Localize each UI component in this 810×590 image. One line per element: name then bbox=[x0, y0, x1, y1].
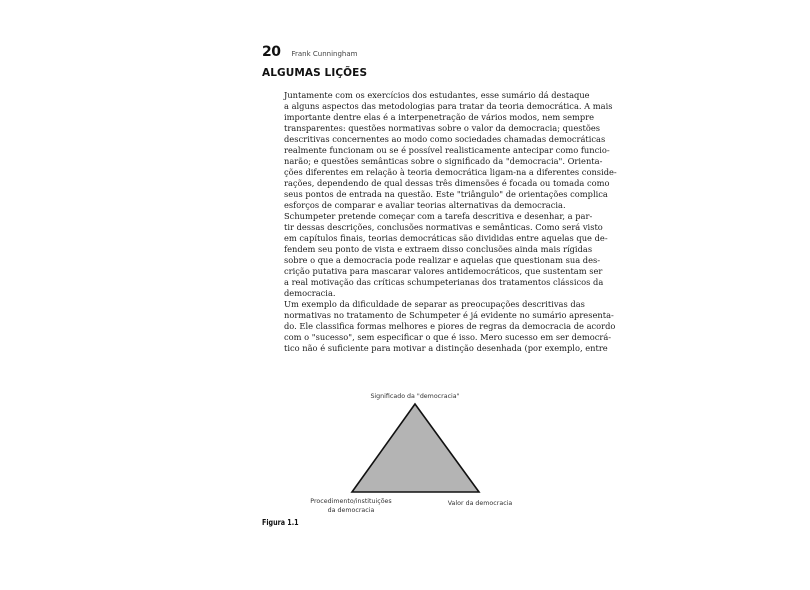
text-line: crição putativa para mascarar valores antidemocráticos, que sustentam ser bbox=[284, 266, 603, 276]
figure-caption: Figura 1.1 bbox=[262, 518, 299, 527]
text-line: importante dentre elas é a interpenetração de vários modos, nem sempre bbox=[284, 112, 595, 122]
running-header bbox=[262, 44, 357, 60]
text-line: tico não é suficiente para motivar a distinção desenhada (por exemplo, entre bbox=[284, 343, 608, 353]
text-line: Um exemplo da dificuldade de separar as preocupações descritivas das bbox=[284, 299, 585, 309]
page-number: 20 bbox=[262, 44, 281, 60]
text-line: Juntamente com os exercícios dos estudantes, esse sumário dá destaque bbox=[284, 90, 590, 100]
label-bottom-left-line2: da democracia bbox=[327, 507, 375, 514]
text-line: Schumpeter pretende começar com a tarefa descritiva e desenhar, a par- bbox=[284, 211, 593, 221]
text-line: normativas no tratamento de Schumpeter é já evidente no sumário apresenta- bbox=[284, 310, 614, 320]
paragraph-2 bbox=[262, 211, 608, 299]
text-line: rações, dependendo de qual dessas três dimensões é focada ou tomada como bbox=[284, 178, 610, 188]
text-line: narão; e questões semânticas sobre o significado da "democracia". Orienta- bbox=[284, 156, 603, 166]
body-text bbox=[262, 90, 617, 354]
text-line: a real motivação das críticas schumpeterianas dos tratamentos clássicos da bbox=[284, 277, 604, 287]
label-bottom-right-value: Valor da democracia bbox=[447, 500, 513, 507]
label-bottom-left-procedure bbox=[296, 497, 406, 515]
text-line: em capítulos finais, teorias democráticas são divididas entre aquelas que de- bbox=[284, 233, 608, 243]
text-line: transparentes: questões normativas sobre o valor da democracia; questões bbox=[284, 123, 600, 133]
text-line: a alguns aspectos das metodologias para tratar da teoria democrática. A mais bbox=[284, 101, 613, 111]
paragraph-1 bbox=[262, 90, 617, 211]
text-line: do. Ele classifica formas melhores e piores de regras da democracia de acordo bbox=[284, 321, 616, 331]
label-bottom-left-line1: Procedimento/instituições bbox=[310, 498, 392, 505]
text-line: sobre o que a democracia pode realizar e aquelas que questionam sua des- bbox=[284, 255, 601, 265]
running-author: Frank Cunningham bbox=[291, 50, 358, 58]
text-line: esforços de comparar e avaliar teorias alternativas da democracia. bbox=[284, 200, 566, 210]
text-line: descritivas concernentes ao modo como sociedades chamadas democráticas bbox=[284, 134, 606, 144]
text-line: realmente funcionam ou se é possível realisticamente antecipar como funcio- bbox=[284, 145, 610, 155]
section-title: ALGUMAS LIÇÕES bbox=[262, 67, 368, 79]
text-line: democracia. bbox=[284, 288, 336, 298]
text-line: fendem seu ponto de vista e extraem disso conclusões ainda mais rígidas bbox=[284, 244, 593, 254]
label-top-meaning: Significado da "democracia" bbox=[370, 393, 460, 400]
text-line: ções diferentes em relação à teoria democrática ligam-na a diferentes conside- bbox=[284, 167, 617, 177]
orientation-triangle bbox=[352, 404, 479, 492]
text-line: seus pontos de entrada na questão. Este "triângulo" de orientações complica bbox=[284, 189, 608, 199]
text-line: com o "sucesso", sem especificar o que é isso. Mero sucesso em ser democrá- bbox=[284, 332, 612, 342]
paragraph-3 bbox=[262, 299, 616, 354]
text-line: tir dessas descrições, conclusões normativas e semânticas. Como será visto bbox=[284, 222, 603, 232]
